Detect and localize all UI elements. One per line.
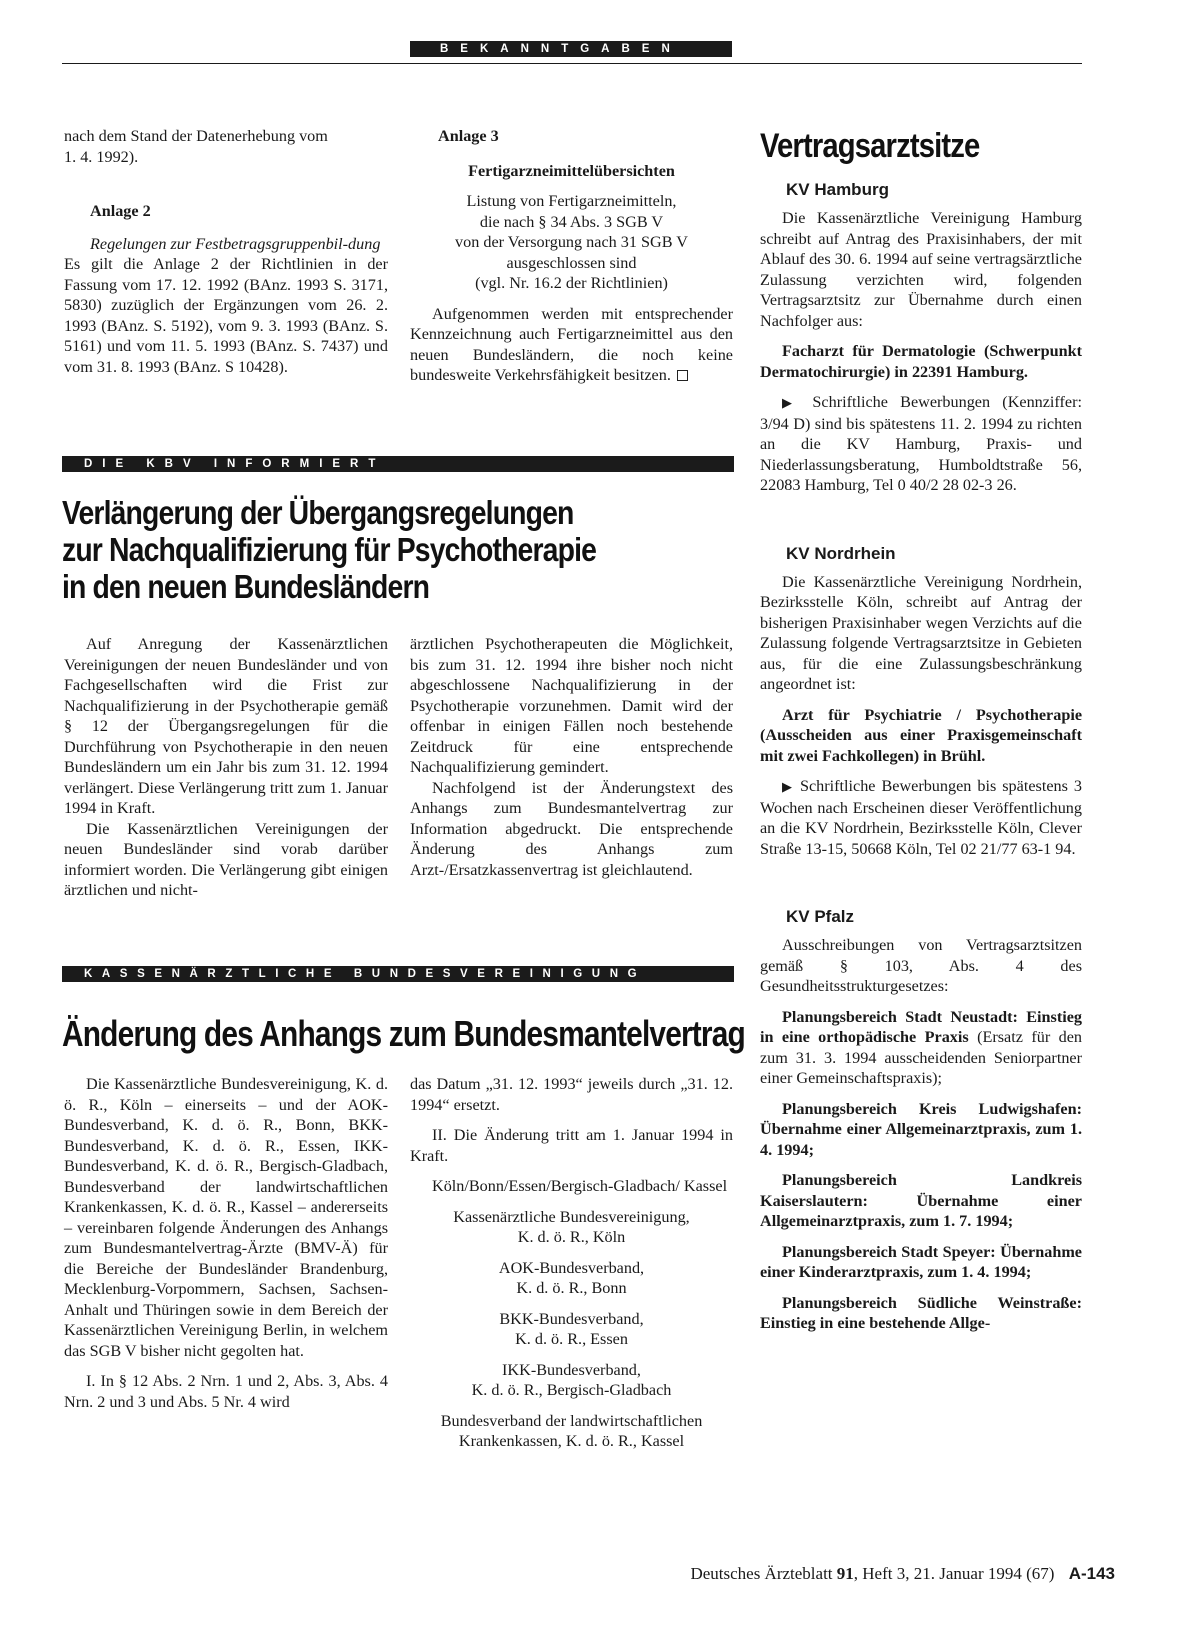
section-bar-bekanntgaben: BEKANNTGABEN — [410, 41, 732, 57]
listing-block — [410, 191, 733, 294]
kv-pfalz-item: Planungsbereich Kreis Ludwigshafen: Übernahme einer Allgemeinarztpraxis, zum 1. 4. 1994; — [760, 1099, 1082, 1159]
kbv2-col2-para: II. Die Änderung tritt am 1. Januar 1994 in Kraft. — [410, 1126, 733, 1165]
header-rule — [62, 63, 1082, 64]
kv-nordrhein-apply-text: Schriftliche Bewerbungen bis spätestens 3 Wochen nach Erscheinen dieser Veröffentlichung an die KV Nordrhein, Bezirksstelle Köln, Clever Straße 13-15, 50668 Köln, Tel 02 21/77 63-1 94. — [760, 777, 1082, 858]
signatory-line: K. d. ö. R., Bergisch-Gladbach — [471, 1381, 672, 1399]
kbv-col1 — [64, 634, 388, 901]
kbv-headline-line: in den neuen Bundesländern — [62, 568, 430, 605]
kbv2-place: Köln/Bonn/Essen/Bergisch-Gladbach/ Kassel — [432, 1177, 728, 1195]
kv-nordrhein-apply — [760, 776, 1082, 859]
signatory-line: K. d. ö. R., Essen — [515, 1330, 628, 1348]
vertragsarztsitze-headline: Vertragsarztsitze — [760, 127, 980, 165]
anlage2-subtitle: Regelungen zur Festbetragsgruppenbil-dung — [90, 234, 381, 253]
col1-top — [64, 126, 388, 377]
kbv2-col2-para: das Datum „31. 12. 1993“ jeweils durch „31. 12. 1994“ ersetzt. — [410, 1075, 733, 1114]
anlage2-title: Anlage 2 — [90, 202, 151, 220]
kv-nordrhein-title: KV Nordrhein — [786, 543, 896, 563]
kv-pfalz-intro: Ausschreibungen von Vertragsarztsitzen gemäß § 103, Abs. 4 des Gesundheitsstrukturgesetzes: — [760, 936, 1082, 995]
footer-volume: 91 — [836, 1564, 854, 1583]
footer-issue: , Heft 3, 21. Januar 1994 (67) — [853, 1564, 1055, 1583]
anlage3-body — [410, 304, 733, 386]
kv-hamburg-apply-text: Schriftliche Bewerbungen (Kennziffer: 3/94 D) sind bis spätestens 11. 2. 1994 zu richten an die KV Hamburg, Praxis- und Niederlassungsberatung, Humboldtstraße 56, 22083 Hamburg, Tel 0 40/2 28 02-3 26. — [760, 393, 1082, 494]
kbv-col2 — [410, 634, 733, 880]
signatory-line: Bundesverband der landwirtschaftlichen — [440, 1411, 703, 1430]
kv-pfalz-title: KV Pfalz — [786, 907, 855, 926]
listing-line: (vgl. Nr. 16.2 der Richtlinien) — [475, 274, 668, 292]
signatory-line: IKK-Bundesverband, — [502, 1360, 641, 1379]
kbv-col2-para: ärztlichen Psychotherapeuten die Möglichkeit, bis zum 31. 12. 1994 ihre bisher noch nicht abgeschlossene Nachqualifizierung in der Psychotherapie vorzunehmen. Damit wird der offenbar in einigen Fällen noch bestehende Zeitdruck für eine entsprechende Nachqualifizierung gemindert. — [410, 635, 733, 776]
signatory-line: AOK-Bundesverband, — [498, 1258, 645, 1277]
continuation-line-1: nach dem Stand der Datenerhebung vom — [64, 127, 328, 145]
kbv-headline — [62, 494, 734, 605]
kv-pfalz-item: Planungsbereich Landkreis Kaiserslautern: Übernahme einer Allgemeinarztpraxis, zum 1. 7. 1994; — [760, 1171, 1082, 1230]
signatory — [410, 1360, 733, 1401]
anlage3-title: Anlage 3 — [438, 127, 499, 145]
signatory — [410, 1411, 733, 1452]
signatory — [410, 1258, 733, 1299]
kv-hamburg-apply — [760, 392, 1082, 496]
kbv-headline-line: zur Nachqualifizierung für Psychotherapie — [62, 531, 597, 568]
kbv-col1-para: Die Kassenärztlichen Vereinigungen der neuen Bundesländer sind vorab darüber informiert worden. Die Verlängerung gibt einigen ärztlichen und nicht- — [64, 819, 388, 899]
signatory-line: K. d. ö. R., Bonn — [516, 1279, 627, 1297]
kbv2-col1-para: Die Kassenärztliche Bundesvereinigung, K. d. ö. R., Köln – einerseits – und der AOK-Bundesverband, K. d. ö. R., Bonn, BKK-Bundesverband, K. d. ö. R., Essen, IKK-Bundesverband, K. d. ö. R., Bergisch-Gladbach, Bundesverband der landwirtschaftlichen Krankenkassen, K. d. ö. R., Kassel – andererseits – vereinbaren folgende Änderungen des Anhangs zum Bundesmantelvertrag-Ärzte (BMV-Ä) für die Bereiche der Bundesländer Brandenburg, Mecklenburg-Vorpommern, Sachsen, Sachsen-Anhalt und Thüringen sowie in dem Bereich der Kassenärztlichen Vereinigung Berlin, in welchem das SGB V bisher nicht gegolten hat. — [64, 1075, 388, 1360]
signatory-line: BKK-Bundesverband, — [499, 1309, 644, 1328]
continuation-line-2: 1. 4. 1992). — [64, 147, 139, 166]
kbv-headline-line: Verlängerung der Übergangsregelungen — [62, 494, 574, 531]
signatory — [410, 1309, 733, 1350]
listing-line: die nach § 34 Abs. 3 SGB V — [479, 212, 664, 231]
kbv2-col1 — [64, 1074, 388, 1412]
kv-pfalz-item — [760, 1007, 1082, 1089]
kv-pfalz-item: Planungsbereich Südliche Weinstraße: Einstieg in eine bestehende Allge- — [760, 1293, 1082, 1332]
kv-nordrhein-position: Arzt für Psychiatrie / Psychotherapie (Ausscheiden aus einer Praxisgemeinschaft mit zwei Fachkollegen) in Brühl. — [760, 705, 1082, 765]
kv-hamburg-title: KV Hamburg — [786, 180, 889, 199]
kv-pfalz-item-bold: Planungsbereich Stadt Neustadt: Einstieg in eine orthopädische Praxis — [760, 1007, 1082, 1046]
kv-pfalz-item-rest: (Ersatz für den zum 31. 3. 1994 ausscheidenden Seniorpartner einer Gemeinschaftspraxis); — [760, 1028, 1082, 1087]
listing-line: von der Versorgung nach 31 SGB V — [455, 233, 688, 251]
signatory — [410, 1207, 733, 1248]
kbv2-col2 — [410, 1074, 733, 1452]
kbv2-headline-text: Änderung des Anhangs zum Bundesmantelvertrag — [62, 1013, 745, 1054]
signatory-line: Krankenkassen, K. d. ö. R., Kassel — [458, 1432, 685, 1450]
arrow-right-icon: ▶ — [782, 779, 794, 794]
signatory-line: Kassenärztliche Bundesvereinigung, — [453, 1207, 690, 1226]
anlage3-body-text: Aufgenommen werden mit entsprechender Kennzeichnung auch Fertigarzneimittel aus den neuen Bundesländern, die noch keine bundesweite Verkehrsfähigkeit besitzen. — [410, 304, 733, 384]
kv-pfalz-item: Planungsbereich Stadt Speyer: Übernahme einer Kinderarztpraxis, zum 1. 4. 1994; — [760, 1242, 1082, 1281]
anlage3-subtitle: Fertigarzneimittelübersichten — [468, 161, 675, 180]
col2-top — [410, 126, 733, 386]
footer-page: A-143 — [1068, 1564, 1115, 1583]
anlage2-body: Es gilt die Anlage 2 der Richtlinien in der Fassung vom 17. 12. 1992 (BAnz. 1993 S. 3171, 5830) zuzüglich der Ergänzungen vom 26. 2. 1993 (BAnz. S. 5192), vom 9. 3. 1993 (BAnz. S. 5161) und vom 11. 5. 1993 (BAnz. S. 7437) und vom 31. 8. 1993 (BAnz. S 10428). — [64, 255, 388, 376]
kv-hamburg-intro: Die Kassenärztliche Vereinigung Hamburg schreibt auf Antrag des Praxisinhabers, der mit Ablauf des 30. 6. 1994 auf seine vertragsärztliche Zulassung verzichten wird, folgenden Vertragsarztsitz zur Übernahme durch einen Nachfolger aus: — [760, 209, 1082, 330]
kbv-col1-para: Auf Anregung der Kassenärztlichen Vereinigungen der neuen Bundesländer und von Fachgesellschaften wird die Frist zur Nachqualifizierung in der Psychotherapie gemäß § 12 der Übergangsregelungen für die Durchführung von Psychotherapie in den neuen Bundesländern um ein Jahr bis zum 31. 12. 1994 verlängert. Diese Verlängerung tritt zum 1. Januar 1994 in Kraft. — [64, 635, 388, 817]
section-bar-kbv-informiert: DIE KBV INFORMIERT — [62, 456, 734, 472]
listing-line: Listung von Fertigarzneimitteln, — [466, 192, 677, 210]
footer-journal: Deutsches Ärzteblatt — [690, 1564, 833, 1583]
footer — [690, 1564, 1115, 1584]
kbv2-col1-para: I. In § 12 Abs. 2 Nrn. 1 und 2, Abs. 3, Abs. 4 Nrn. 2 und 3 und Abs. 5 Nr. 4 wird — [64, 1372, 388, 1411]
section-bar-kbv: KASSENÄRZTLICHE BUNDESVEREINIGUNG — [62, 966, 734, 982]
kv-hamburg-position: Facharzt für Dermatologie (Schwerpunkt Dermatochirurgie) in 22391 Hamburg. — [760, 342, 1082, 381]
arrow-right-icon: ▶ — [782, 395, 801, 410]
kbv-col2-para: Nachfolgend ist der Änderungstext des Anhangs zum Bundesmantelvertrag zur Information abgedruckt. Die entsprechende Änderung des Anhangs zum Arzt-/Ersatzkassenvertrag ist gleichlautend. — [410, 778, 733, 879]
listing-line: ausgeschlossen sind — [506, 253, 637, 272]
right-column — [760, 126, 1082, 1334]
kv-nordrhein-intro: Die Kassenärztliche Vereinigung Nordrhein, Bezirksstelle Köln, schreibt auf Antrag der bisherigen Praxisinhaber wegen Verzichts auf die Zulassung folgende Vertragsarztsitze in Gebieten aus, für die eine Zulassungsbeschränkung angeordnet ist: — [760, 572, 1082, 693]
end-mark-icon — [677, 370, 688, 381]
kbv2-headline — [62, 1014, 752, 1054]
signatory-line: K. d. ö. R., Köln — [517, 1228, 626, 1246]
